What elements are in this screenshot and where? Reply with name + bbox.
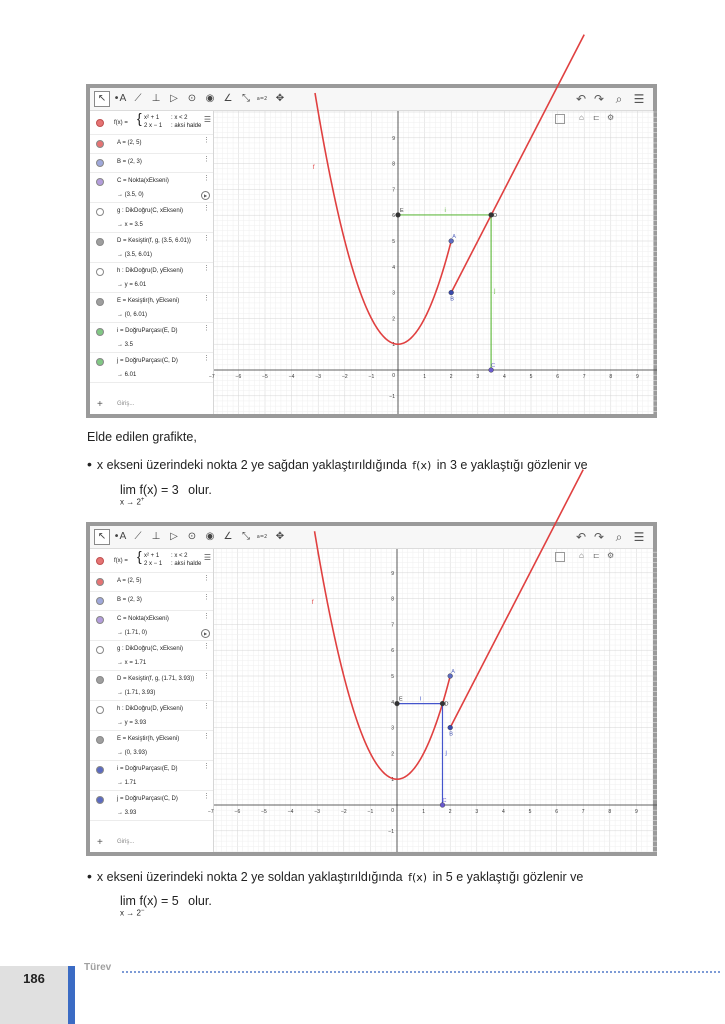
algebra-row[interactable] xyxy=(90,641,213,671)
move-tool-icon[interactable]: ↖ xyxy=(94,91,110,107)
algebra-row[interactable] xyxy=(90,263,213,293)
row-definition: i = DoğruParçası(E, D) xyxy=(117,328,178,334)
more-options-icon[interactable]: ⋮ xyxy=(203,643,210,650)
reflect-tool-icon[interactable]: ⤡ xyxy=(242,93,250,104)
row-definition: C = Nokta(xEkseni) xyxy=(117,616,169,622)
point-c-label: C xyxy=(491,363,496,369)
geogebra-toolbar xyxy=(90,526,653,549)
x-tick-label: 4 xyxy=(503,374,506,380)
x-tick-label: 6 xyxy=(555,809,558,815)
row-definition: A = (2, 5) xyxy=(117,578,142,584)
graphics-view[interactable] xyxy=(207,549,653,852)
condition-1: : x < 2 xyxy=(171,553,188,559)
y-tick-label: 9 xyxy=(392,135,395,142)
menu-icon[interactable]: ☰ xyxy=(633,530,645,544)
search-icon[interactable]: ⌕ xyxy=(615,92,623,106)
row-value: → (0, 3.93) xyxy=(117,750,148,756)
play-animation-icon[interactable]: ▶ xyxy=(201,629,210,638)
x-tick-label: −1 xyxy=(367,809,374,815)
point-e-label: E xyxy=(399,696,403,703)
x-tick-label: 9 xyxy=(635,809,638,815)
row-value: → x = 1.71 xyxy=(117,660,147,666)
y-tick-label: 9 xyxy=(391,570,394,577)
y-tick-label: −1 xyxy=(389,393,395,400)
bullet-dot: • xyxy=(87,456,92,472)
algebra-row[interactable] xyxy=(90,323,213,353)
x-tick-label: 1 xyxy=(423,374,426,380)
more-options-icon[interactable]: ⋮ xyxy=(203,613,210,620)
circle-tool-icon[interactable]: ⊙ xyxy=(187,93,197,104)
x-tick-label: −1 xyxy=(368,374,375,380)
x-tick-label: −5 xyxy=(262,374,268,380)
move-view-tool-icon[interactable]: ✥ xyxy=(275,531,285,542)
bullet-1-fx: f(x) xyxy=(412,459,432,472)
visibility-toggle[interactable] xyxy=(96,766,104,774)
case-1: x² + 1 xyxy=(144,553,160,559)
x-tick-label: 5 xyxy=(529,374,533,380)
visibility-toggle[interactable] xyxy=(96,646,104,654)
more-options-icon[interactable]: ⋮ xyxy=(203,175,210,182)
graph-canvas[interactable] xyxy=(207,549,657,852)
ellipse-tool-icon[interactable]: ◉ xyxy=(205,531,215,542)
row-value: → (1.71, 0) xyxy=(117,630,148,636)
more-options-icon[interactable]: ⋮ xyxy=(203,265,210,272)
function-label: f(x) = xyxy=(114,120,128,126)
more-options-icon[interactable]: ⋮ xyxy=(203,703,210,710)
algebra-row[interactable] xyxy=(90,154,213,173)
limit-2-sub: x → 2 xyxy=(120,908,141,918)
algebra-row[interactable] xyxy=(90,761,213,791)
menu-icon[interactable]: ☰ xyxy=(633,92,645,106)
limit-2-sup: − xyxy=(140,908,145,914)
row-value: → 3.93 xyxy=(117,810,137,816)
segment-i-label: i xyxy=(444,207,446,214)
algebra-row[interactable] xyxy=(90,233,213,263)
row-value: → 1.71 xyxy=(117,780,137,786)
y-tick-label: 5 xyxy=(392,239,395,245)
circle-tool-icon[interactable]: ⊙ xyxy=(187,531,197,542)
add-icon[interactable]: + xyxy=(97,837,103,848)
y-tick-label: 3 xyxy=(392,290,395,297)
home-icon[interactable]: ⌂ xyxy=(579,551,584,560)
limit-1-expression: lim f(x) = 3 xyxy=(120,483,179,497)
y-tick-label: 6 xyxy=(392,213,395,220)
input-bar[interactable] xyxy=(90,396,213,414)
visibility-toggle[interactable] xyxy=(96,736,104,744)
more-options-icon[interactable]: ⋮ xyxy=(203,793,210,800)
algebra-view xyxy=(90,111,214,414)
origin-label: 0 xyxy=(392,373,395,379)
y-tick-label: 6 xyxy=(391,648,394,655)
x-tick-label: −5 xyxy=(261,809,267,815)
bullet-2-post: in 5 e yaklaştığı gözlenir ve xyxy=(432,870,584,884)
row-value: → (0, 6.01) xyxy=(117,312,148,318)
more-options-icon[interactable]: ⋮ xyxy=(203,763,210,770)
y-tick-label: 7 xyxy=(391,622,394,629)
brace: { xyxy=(137,110,142,126)
visibility-toggle[interactable] xyxy=(96,238,104,246)
y-tick-label: 8 xyxy=(391,596,394,603)
limit-2-subscript xyxy=(120,908,144,918)
line-tool-icon[interactable]: ⟋ xyxy=(134,531,142,542)
visibility-toggle[interactable] xyxy=(96,578,104,586)
row-definition: B = (2, 3) xyxy=(117,597,142,603)
undo-icon[interactable]: ↶ xyxy=(575,92,587,106)
limit-1-sup: + xyxy=(140,497,145,503)
redo-icon[interactable]: ↷ xyxy=(593,530,605,544)
x-tick-label: −4 xyxy=(288,374,295,380)
bullet-1 xyxy=(87,456,588,472)
y-tick-label: 4 xyxy=(391,699,394,706)
algebra-row[interactable] xyxy=(90,203,213,233)
visibility-toggle[interactable] xyxy=(96,159,104,167)
function-row[interactable] xyxy=(90,111,213,135)
bullet-1-post: in 3 e yaklaştığı gözlenir ve xyxy=(436,458,588,472)
x-tick-label: −7 xyxy=(207,809,214,815)
y-tick-label: 2 xyxy=(392,316,395,323)
visibility-toggle[interactable] xyxy=(96,706,104,714)
graphics-view[interactable] xyxy=(208,111,653,414)
function-curve-left xyxy=(312,93,451,344)
point-tool-icon[interactable]: •A xyxy=(113,93,127,104)
limit-1 xyxy=(120,483,212,507)
case-1: x² + 1 xyxy=(144,115,160,121)
visibility-toggle[interactable] xyxy=(96,328,104,336)
keyboard-icon[interactable]: ☰ xyxy=(203,553,211,562)
limit-2 xyxy=(120,894,212,918)
point-a-label: A xyxy=(452,234,456,240)
polygon-tool-icon[interactable]: ▷ xyxy=(170,93,178,104)
algebra-row[interactable] xyxy=(90,671,213,701)
row-value: → 6.01 xyxy=(117,372,137,378)
graph-canvas[interactable] xyxy=(208,111,657,414)
bullet-2-fx: f(x) xyxy=(408,871,428,884)
x-tick-label: 1 xyxy=(422,809,425,815)
row-definition: h : DikDoğru(D, yEkseni) xyxy=(117,268,184,274)
segment-j-label: j xyxy=(445,750,447,757)
grid-toggle-icon[interactable] xyxy=(555,552,565,562)
visibility-toggle[interactable] xyxy=(96,298,104,306)
limit-2-olur: olur. xyxy=(188,894,212,908)
polygon-tool-icon[interactable]: ▷ xyxy=(170,531,178,542)
point-c-label: C xyxy=(442,798,447,804)
x-tick-label: 2 xyxy=(449,374,453,380)
slider-tool-icon[interactable]: a=2 xyxy=(256,534,268,540)
x-tick-label: −3 xyxy=(314,809,321,815)
function-label: f(x) = xyxy=(114,558,128,564)
visibility-toggle[interactable] xyxy=(96,676,104,684)
line-tool-icon[interactable]: ⟋ xyxy=(134,93,142,104)
row-definition: E = Kesiştir(h, yEkseni) xyxy=(117,736,180,742)
point-b xyxy=(449,290,454,295)
x-tick-label: 2 xyxy=(448,809,452,815)
geogebra-window-1 xyxy=(86,84,657,418)
y-tick-label: 3 xyxy=(391,725,394,732)
algebra-row[interactable] xyxy=(90,611,213,641)
x-tick-label: 9 xyxy=(636,374,639,380)
grid xyxy=(214,111,657,414)
geogebra-window-2 xyxy=(86,522,657,856)
add-icon[interactable]: + xyxy=(97,399,103,410)
x-tick-label: −6 xyxy=(235,374,242,380)
limit-1-olur: olur. xyxy=(188,483,212,497)
more-options-icon[interactable]: ⋮ xyxy=(203,235,210,242)
y-tick-label: 7 xyxy=(392,187,395,194)
point-tool-icon[interactable]: •A xyxy=(113,531,127,542)
more-options-icon[interactable]: ⋮ xyxy=(203,575,210,582)
row-definition: i = DoğruParçası(E, D) xyxy=(117,766,178,772)
point-e-label: E xyxy=(400,207,404,214)
search-icon[interactable]: ⌕ xyxy=(615,530,623,544)
input-bar[interactable] xyxy=(90,834,213,852)
geogebra-toolbar xyxy=(90,88,653,111)
angle-tool-icon[interactable]: ∠ xyxy=(223,531,233,542)
more-options-icon[interactable]: ⋮ xyxy=(203,594,210,601)
algebra-row[interactable] xyxy=(90,701,213,731)
x-tick-label: −2 xyxy=(341,374,348,380)
y-tick-label: 4 xyxy=(392,264,395,271)
point-d-label: D xyxy=(444,701,449,708)
ellipse-tool-icon[interactable]: ◉ xyxy=(205,93,215,104)
visibility-toggle[interactable] xyxy=(96,268,104,276)
algebra-row[interactable] xyxy=(90,731,213,761)
more-options-icon[interactable]: ⋮ xyxy=(203,137,210,144)
point-d-label: D xyxy=(493,212,498,219)
visibility-toggle[interactable] xyxy=(96,616,104,624)
x-tick-label: 5 xyxy=(528,809,532,815)
row-definition: h : DikDoğru(D, yEkseni) xyxy=(117,706,184,712)
grid-toggle-icon[interactable] xyxy=(555,114,565,124)
footer-dotted-rule xyxy=(122,971,720,973)
algebra-view xyxy=(90,549,214,852)
settings-icon[interactable]: ⚙ xyxy=(607,113,615,122)
more-options-icon[interactable]: ⋮ xyxy=(203,295,210,302)
y-tick-label: 8 xyxy=(392,161,395,168)
segment-i-label: i xyxy=(419,696,422,703)
axes-icon[interactable]: ⊏ xyxy=(593,551,600,560)
case-2: 2 x − 1 xyxy=(144,561,163,567)
bullet-1-pre: x ekseni üzerindeki nokta 2 ye sağdan yaklaştırıldığında xyxy=(96,458,407,472)
algebra-row[interactable] xyxy=(90,135,213,154)
algebra-row[interactable] xyxy=(90,573,213,592)
algebra-row[interactable] xyxy=(90,791,213,821)
point-b-label: B xyxy=(450,296,454,303)
limit-1-subscript xyxy=(120,497,144,507)
bullet-2-pre: x ekseni üzerindeki nokta 2 ye soldan yaklaştırıldığında xyxy=(96,870,403,884)
limit-2-expression: lim f(x) = 5 xyxy=(120,894,179,908)
y-tick-label: 1 xyxy=(392,342,395,349)
input-placeholder: Giriş... xyxy=(117,401,135,407)
segment-j-label: j xyxy=(494,288,496,295)
point-a-label: A xyxy=(451,669,455,675)
x-tick-label: 7 xyxy=(582,374,586,380)
point-b-label: B xyxy=(449,731,453,738)
x-tick-label: −7 xyxy=(208,374,215,380)
y-tick-label: 2 xyxy=(391,751,394,758)
bullet-dot: • xyxy=(87,868,92,884)
move-tool-icon[interactable]: ↖ xyxy=(94,529,110,545)
more-options-icon[interactable]: ⋮ xyxy=(203,355,210,362)
keyboard-icon[interactable]: ☰ xyxy=(203,115,211,124)
redo-icon[interactable]: ↷ xyxy=(593,92,605,106)
more-options-icon[interactable]: ⋮ xyxy=(203,325,210,332)
bullet-2 xyxy=(87,868,583,884)
algebra-row[interactable] xyxy=(90,592,213,611)
algebra-row[interactable] xyxy=(90,173,213,203)
visibility-toggle[interactable] xyxy=(96,178,104,186)
angle-tool-icon[interactable]: ∠ xyxy=(223,93,233,104)
x-tick-label: 3 xyxy=(475,809,479,815)
settings-icon[interactable]: ⚙ xyxy=(607,551,615,560)
row-definition: D = Kesiştir(f, g, (3.5, 6.01)) xyxy=(117,238,191,244)
undo-icon[interactable]: ↶ xyxy=(575,530,587,544)
visibility-toggle[interactable] xyxy=(96,557,104,565)
x-tick-label: 4 xyxy=(502,809,505,815)
visibility-toggle[interactable] xyxy=(96,140,104,148)
x-tick-label: 7 xyxy=(581,809,585,815)
condition-2: : aksi halde xyxy=(171,123,202,129)
intro-text: Elde edilen grafikte, xyxy=(87,430,197,444)
perpendicular-tool-icon[interactable]: ⊥ xyxy=(151,531,161,542)
x-tick-label: 8 xyxy=(608,809,612,815)
function-row[interactable] xyxy=(90,549,213,573)
point-b xyxy=(448,725,453,730)
function-label: f xyxy=(311,599,314,606)
x-tick-label: 3 xyxy=(476,374,480,380)
reflect-tool-icon[interactable]: ⤡ xyxy=(242,531,250,542)
grid xyxy=(214,549,657,852)
visibility-toggle[interactable] xyxy=(96,597,104,605)
footer-accent-bar xyxy=(68,966,75,1024)
perpendicular-tool-icon[interactable]: ⊥ xyxy=(151,93,161,104)
function-label: f xyxy=(312,164,315,171)
y-tick-label: −1 xyxy=(388,828,394,835)
visibility-toggle[interactable] xyxy=(96,358,104,366)
brace: { xyxy=(137,548,142,564)
row-definition: D = Kesiştir(f, g, (1.71, 3.93)) xyxy=(117,676,195,682)
row-definition: g : DikDoğru(C, xEkseni) xyxy=(117,646,184,652)
more-options-icon[interactable]: ⋮ xyxy=(203,156,210,163)
x-tick-label: 8 xyxy=(609,374,613,380)
more-options-icon[interactable]: ⋮ xyxy=(203,733,210,740)
row-value: → (1.71, 3.93) xyxy=(117,690,156,696)
row-definition: C = Nokta(xEkseni) xyxy=(117,178,169,184)
case-2: 2 x − 1 xyxy=(144,123,163,129)
origin-label: 0 xyxy=(391,808,394,814)
more-options-icon[interactable]: ⋮ xyxy=(203,205,210,212)
x-tick-label: −3 xyxy=(315,374,322,380)
y-tick-label: 5 xyxy=(391,674,394,680)
x-tick-label: −2 xyxy=(340,809,347,815)
row-definition: j = DoğruParçası(C, D) xyxy=(117,796,178,802)
row-definition: B = (2, 3) xyxy=(117,159,142,165)
x-tick-label: −6 xyxy=(234,809,241,815)
row-value: → y = 6.01 xyxy=(117,282,147,288)
row-value: → x = 3.5 xyxy=(117,222,143,228)
algebra-row[interactable] xyxy=(90,353,213,383)
row-definition: j = DoğruParçası(C, D) xyxy=(117,358,178,364)
row-value: → 3.5 xyxy=(117,342,134,348)
algebra-row[interactable] xyxy=(90,293,213,323)
visibility-toggle[interactable] xyxy=(96,119,104,127)
condition-1: : x < 2 xyxy=(171,115,188,121)
limit-1-sub: x → 2 xyxy=(120,497,141,507)
y-tick-label: 1 xyxy=(391,777,394,784)
x-tick-label: 6 xyxy=(556,374,559,380)
page-number: 186 xyxy=(0,966,68,1024)
input-placeholder: Giriş... xyxy=(117,839,135,845)
more-options-icon[interactable]: ⋮ xyxy=(203,673,210,680)
axes-icon[interactable]: ⊏ xyxy=(593,113,600,122)
condition-2: : aksi halde xyxy=(171,561,202,567)
x-tick-label: −4 xyxy=(287,809,294,815)
row-value: → (3.5, 6.01) xyxy=(117,252,153,258)
row-value: → (3.5, 0) xyxy=(117,192,144,198)
play-animation-icon[interactable]: ▶ xyxy=(201,191,210,200)
visibility-toggle[interactable] xyxy=(96,208,104,216)
row-definition: E = Kesiştir(h, yEkseni) xyxy=(117,298,180,304)
move-view-tool-icon[interactable]: ✥ xyxy=(275,93,285,104)
row-definition: A = (2, 5) xyxy=(117,140,142,146)
home-icon[interactable]: ⌂ xyxy=(579,113,584,122)
row-definition: g : DikDoğru(C, xEkseni) xyxy=(117,208,184,214)
row-value: → y = 3.93 xyxy=(117,720,147,726)
slider-tool-icon[interactable]: a=2 xyxy=(256,96,268,102)
visibility-toggle[interactable] xyxy=(96,796,104,804)
section-label: Türev xyxy=(84,962,112,973)
